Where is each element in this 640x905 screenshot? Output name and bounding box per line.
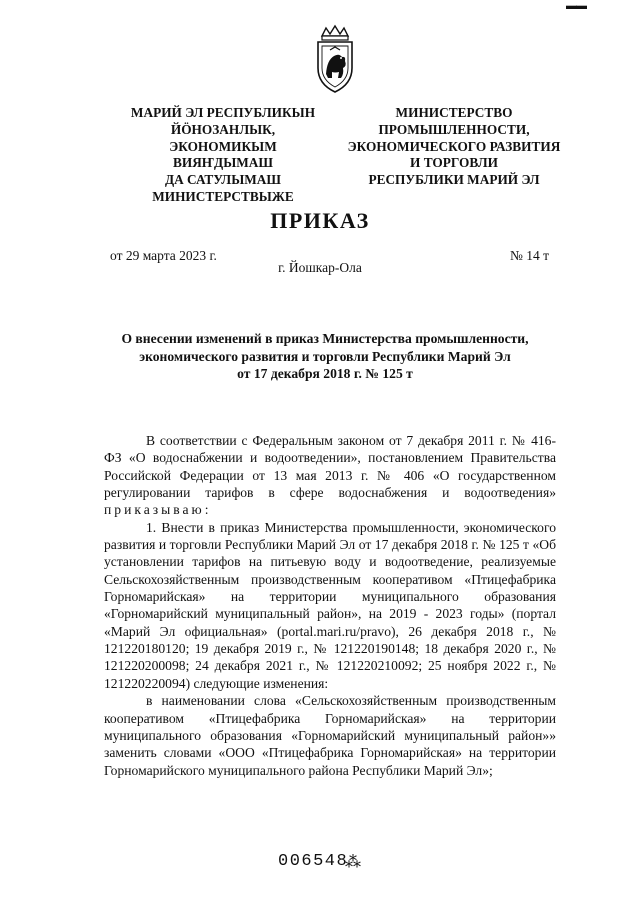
- header-left-mari: [118, 105, 328, 206]
- subject-line: от 17 декабря 2018 г. № 125 т: [237, 366, 413, 381]
- header-right-line: И ТОРГОВЛИ: [410, 155, 498, 171]
- coat-of-arms-icon: [312, 22, 358, 94]
- header-right-line: ПРОМЫШЛЕННОСТИ,: [378, 121, 530, 137]
- corner-mark: ▬▬: [566, 0, 586, 12]
- body-paragraph-change: в наименовании слова «Сельскохозяйственным производственным кооперативом «Птицефабрика Горномарийская» на территории муниципального образования «Горномарийский муниципальный район»» заменить словами «ООО «Птицефабрика Горномарийская» на территории Горномарийского муниципального района Республики Марий Эл»;: [104, 693, 556, 778]
- subject-line: О внесении изменений в приказ Министерства промышленности,: [121, 331, 529, 346]
- stamp-mark-icon: ⁂: [345, 854, 361, 871]
- body-paragraph-item-1: 1. Внести в приказ Министерства промышленности, экономического развития и торговли Республики Марий Эл от 17 декабря 2018 г. № 125 т «Об установлении тарифов на питьевую воду и водоотведение, реализуемые Сельскохозяйственным производственным кооперативом «Птицефабрика Горномарийская» на территории муниципального образования «Горномарийский муниципальный район», на 2019 - 2023 годы» (портал «Марий Эл официальная» (portal.mari.ru/pravo), 26 декабря 2018 г., № 121220180120; 19 декабря 2019 г., № 121220190148; 18 декабря 2020 г., № 121220200098; 24 декабря 2021 г., № 121220210092; 25 ноября 2022 г., № 121220220094) следующие изменения:: [104, 519, 556, 691]
- header-left-line: ДА САТУЛЫМАШ: [164, 172, 282, 188]
- subject-line: экономического развития и торговли Республики Марий Эл: [139, 348, 511, 364]
- header-left-line: МАРИЙ ЭЛ РЕСПУБЛИКЫН: [130, 105, 316, 120]
- document-subject: [100, 330, 550, 383]
- document-city: г. Йошкар-Ола: [278, 260, 362, 275]
- header-left-line: ВИЯҤДЫМАШ: [172, 155, 274, 171]
- order-word: приказываю:: [104, 502, 212, 518]
- header-right-line: МИНИСТЕРСТВО: [395, 105, 513, 120]
- header-right-russian: [338, 105, 570, 189]
- preamble-text: В соответствии с Федеральным законом от 7 декабря 2011 г. № 416-ФЗ «О водоснабжении и водоотведении», постановлением Правительства Российской Федерации от 13 мая 2013 г. № 406 «О государственном регулировании тарифов в сфере водоснабжения и водоотведения»: [104, 433, 556, 501]
- header-right-line: РЕСПУБЛИКИ МАРИЙ ЭЛ: [368, 172, 540, 188]
- header-right-line: ЭКОНОМИЧЕСКОГО РАЗВИТИЯ: [347, 138, 561, 154]
- document-date: от 29 марта 2023 г.: [110, 248, 217, 263]
- document-title: ПРИКАЗ: [270, 208, 370, 233]
- body-paragraph-preamble: [104, 432, 556, 519]
- form-serial-number: 006548: [278, 852, 349, 871]
- header-left-line: ЙӦНОЗАНЛЫК, ЭКОНОМИКЫМ: [169, 121, 277, 154]
- document-number: № 14 т: [510, 248, 550, 263]
- document-body: [104, 432, 556, 779]
- header-left-line: МИНИСТЕРСТВЫЖЕ: [152, 188, 294, 204]
